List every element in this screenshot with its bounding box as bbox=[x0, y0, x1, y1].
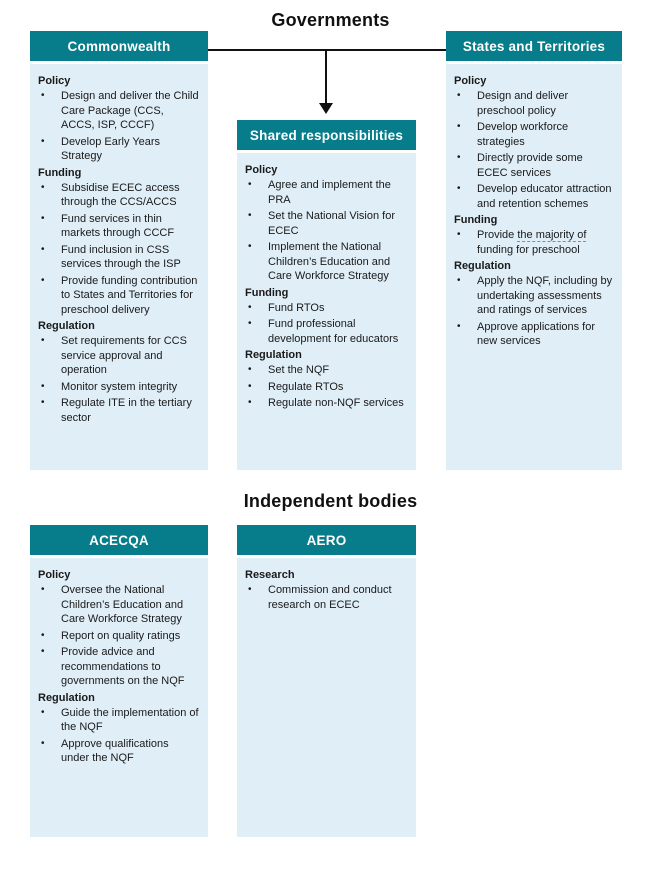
commonwealth-header: Commonwealth bbox=[30, 31, 208, 61]
bullet-icon: • bbox=[41, 380, 45, 392]
section-label: Funding bbox=[454, 214, 498, 227]
bullet-item bbox=[454, 182, 614, 211]
shared-responsibilities-box bbox=[237, 120, 416, 470]
bullet-item bbox=[245, 363, 408, 378]
bullet-item-text: Regulate ITE in the tertiary sector bbox=[61, 397, 192, 424]
bullet-item bbox=[38, 89, 200, 133]
aero-box bbox=[237, 525, 416, 837]
independent-bodies-title: Independent bodies bbox=[243, 491, 418, 511]
bullet-item-text: Implement the National Children’s Education and Care Workforce Strategy bbox=[268, 241, 391, 283]
bullet-item-text: Subsidise ECEC access through the CCS/ACCS bbox=[61, 181, 180, 209]
bullet-item bbox=[245, 209, 408, 238]
bullet-item bbox=[38, 380, 200, 395]
bullet-icon: • bbox=[41, 629, 45, 641]
bullet-item bbox=[245, 583, 408, 612]
bullet-icon: • bbox=[248, 179, 252, 190]
section-label: Research bbox=[245, 569, 295, 581]
bullet-item bbox=[245, 396, 408, 411]
bullet-icon: • bbox=[41, 181, 45, 193]
bullet-item-text: Develop workforce strategies bbox=[477, 121, 569, 148]
bullet-item-text: Fund inclusion in CSS services through the ISP bbox=[61, 243, 181, 271]
bullet-icon: • bbox=[41, 90, 45, 101]
section-label: Policy bbox=[38, 569, 71, 581]
bullet-icon: • bbox=[248, 584, 252, 595]
commonwealth-box bbox=[30, 31, 208, 470]
bullet-icon: • bbox=[457, 90, 461, 101]
connector-horizontal-line bbox=[208, 49, 446, 51]
bullet-item bbox=[245, 301, 408, 316]
bullet-item-text: Monitor system integrity bbox=[61, 380, 178, 393]
bullet-icon: • bbox=[41, 335, 45, 347]
bullet-item bbox=[245, 317, 408, 346]
bullet-item-text: Oversee the National Children’s Education and Care Workforce Strategy bbox=[61, 584, 184, 626]
bullet-icon: • bbox=[41, 135, 45, 147]
acecqa-header: ACECQA bbox=[30, 525, 208, 555]
bullet-icon: • bbox=[248, 380, 252, 392]
section-label: Policy bbox=[38, 75, 71, 87]
bullet-item-text: Approve applications for new services bbox=[477, 320, 596, 348]
bullet-icon: • bbox=[457, 320, 461, 332]
bullet-item bbox=[38, 629, 200, 644]
acecqa-body bbox=[30, 558, 208, 837]
bullet-item-text: Design and deliver preschool policy bbox=[477, 90, 569, 117]
bullet-icon: • bbox=[41, 274, 45, 286]
bullet-item-text: Agree and implement the PRA bbox=[268, 179, 391, 206]
bullet-icon: • bbox=[248, 301, 252, 313]
bullet-item-text: Develop educator attraction and retention schemes bbox=[477, 183, 612, 210]
bullet-icon: • bbox=[41, 584, 45, 595]
bullet-icon: • bbox=[41, 243, 45, 255]
states-territories-box bbox=[446, 31, 622, 470]
acecqa-box bbox=[30, 525, 208, 837]
shared-responsibilities-header: Shared responsibilities bbox=[237, 120, 416, 150]
bullet-item-text: Approve qualifications under the NQF bbox=[61, 737, 169, 765]
bullet-item bbox=[38, 583, 200, 627]
bullet-item-text: Commission and conduct research on ECEC bbox=[268, 584, 392, 611]
underlined-phrase: the majority of bbox=[517, 229, 587, 242]
bullet-item-text: Fund professional development for educators bbox=[268, 318, 399, 345]
section-label: Regulation bbox=[245, 349, 302, 362]
bullet-item-text: Set requirements for CCS service approval and operation bbox=[61, 335, 187, 377]
bullet-icon: • bbox=[41, 397, 45, 409]
bullet-icon: • bbox=[248, 241, 252, 253]
bullet-item bbox=[38, 243, 200, 272]
bullet-item-text: Directly provide some ECEC services bbox=[477, 152, 583, 179]
bullet-icon: • bbox=[41, 646, 45, 658]
bullet-item-text: Fund RTOs bbox=[268, 301, 325, 314]
section-label: Policy bbox=[454, 75, 487, 87]
bullet-icon: • bbox=[248, 210, 252, 222]
governments-title: Governments bbox=[271, 10, 390, 30]
section-label: Regulation bbox=[38, 691, 95, 704]
commonwealth-body bbox=[30, 64, 208, 470]
bullet-item-text: Provide advice and recommendations to governments on the NQF bbox=[61, 646, 185, 688]
bullet-icon: • bbox=[248, 318, 252, 330]
bullet-item-text: Guide the implementation of the NQF bbox=[61, 706, 199, 734]
bullet-item-text: Set the National Vision for ECEC bbox=[268, 210, 395, 237]
bullet-item bbox=[38, 274, 200, 318]
bullet-item-text: Set the NQF bbox=[268, 364, 330, 377]
section-label: Funding bbox=[38, 166, 82, 179]
bullet-item bbox=[454, 89, 614, 118]
bullet-icon: • bbox=[457, 229, 461, 241]
bullet-item-text: Fund services in thin markets through CCCF bbox=[61, 212, 175, 240]
bullet-item bbox=[38, 181, 200, 210]
bullet-item bbox=[38, 334, 200, 378]
bullet-item bbox=[245, 240, 408, 284]
bullet-item bbox=[38, 135, 200, 164]
aero-header: AERO bbox=[237, 525, 416, 555]
section-label: Policy bbox=[245, 164, 278, 176]
section-label: Regulation bbox=[454, 260, 511, 273]
bullet-item-text: Regulate non-NQF services bbox=[268, 397, 404, 410]
bullet-item bbox=[38, 396, 200, 425]
connector-vertical-line bbox=[325, 49, 327, 104]
bullet-item bbox=[454, 151, 614, 180]
section-label: Funding bbox=[245, 286, 289, 299]
bullet-item bbox=[454, 120, 614, 149]
bullet-item-text: Regulate RTOs bbox=[268, 380, 344, 393]
bullet-icon: • bbox=[457, 121, 461, 133]
bullet-icon: • bbox=[457, 275, 461, 287]
bullet-item bbox=[454, 274, 614, 318]
bullet-item bbox=[38, 645, 200, 689]
bullet-icon: • bbox=[248, 364, 252, 376]
bullet-icon: • bbox=[41, 737, 45, 749]
bullet-item-text: Provide funding contribution to States and Territories for preschool delivery bbox=[61, 274, 198, 316]
bullet-icon: • bbox=[41, 212, 45, 224]
bullet-item bbox=[454, 228, 614, 257]
bullet-item bbox=[38, 706, 200, 735]
bullet-item-text: Develop Early Years Strategy bbox=[61, 135, 161, 163]
bullet-item-text: Report on quality ratings bbox=[61, 629, 181, 642]
bullet-item bbox=[38, 212, 200, 241]
states-territories-body bbox=[446, 64, 622, 470]
bullet-icon: • bbox=[457, 183, 461, 195]
bullet-item bbox=[245, 380, 408, 395]
bullet-item-text: Provide the majority of funding for preschool bbox=[477, 229, 587, 256]
aero-body bbox=[237, 558, 416, 837]
bullet-item bbox=[38, 737, 200, 766]
bullet-item bbox=[454, 320, 614, 349]
bullet-item bbox=[245, 178, 408, 207]
states-territories-header: States and Territories bbox=[446, 31, 622, 61]
bullet-icon: • bbox=[41, 706, 45, 718]
bullet-item-text: Design and deliver the Child Care Package (CCS, ACCS, ISP, CCCF) bbox=[61, 90, 199, 132]
bullet-icon: • bbox=[248, 397, 252, 409]
arrow-down-icon bbox=[319, 103, 333, 114]
bullet-icon: • bbox=[457, 152, 461, 164]
shared-responsibilities-body bbox=[237, 153, 416, 470]
bullet-item-text: Apply the NQF, including by undertaking assessments and ratings of services bbox=[477, 275, 613, 317]
section-label: Regulation bbox=[38, 320, 95, 333]
